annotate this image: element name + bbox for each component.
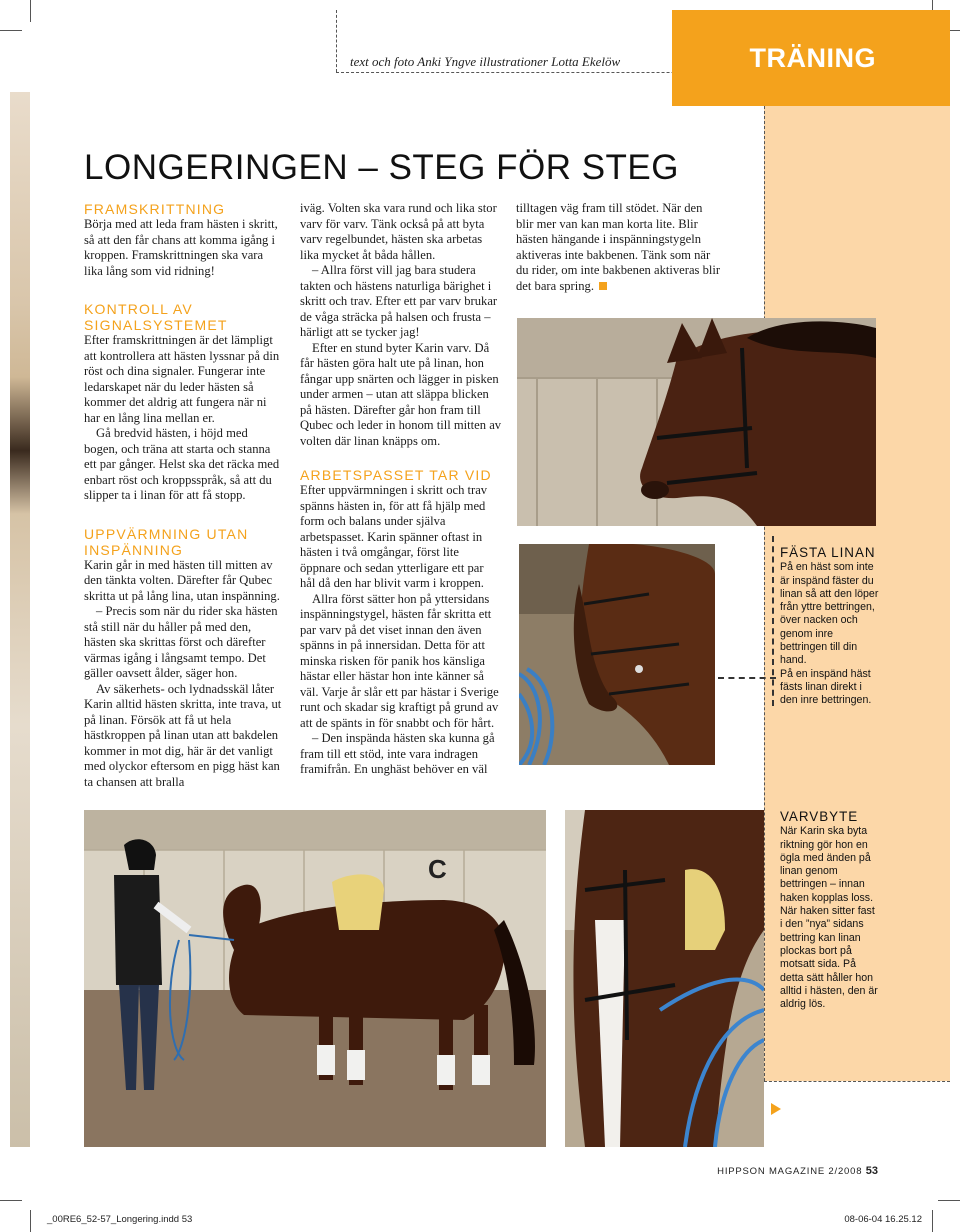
sidebar-box-fasta-linan	[780, 546, 880, 708]
photo-line-bit-ring	[565, 810, 764, 1147]
section-tag-label: TRÄNING	[749, 43, 876, 73]
crop-mark	[0, 1200, 22, 1201]
subheading-arbetspasset: ARBETSPASSET TAR VID	[300, 467, 492, 483]
left-edge-photo-strip	[10, 92, 30, 1147]
text-column-3	[516, 201, 722, 294]
subheading-framskrittning: FRAMSKRITTNING	[84, 201, 226, 217]
subheading-uppvarmning: UPPVÄRMNING UTAN INSPÄNNING	[84, 525, 249, 558]
crop-mark	[0, 30, 22, 31]
paragraph: Efter framskrittningen är det lämpligt att kontrollera att hästen lyssnar på din röst och dina signaler. Fungerar inte ledarskapet när du leder hästen så kommer det aldrig att fungera när ni har en lång lina mellan er.	[84, 333, 280, 425]
byline: text och foto Anki Yngve illustrationer Lotta Ekelöw	[350, 54, 621, 69]
paragraph: Efter uppvärmningen i skritt och trav spänns hästen in, för att få hjälp med form och balans under själva arbetspasset. Karin spänner oftast in hästen i två omgångar, först lite öppnare och sedan ytterligare ett par hål då den har blivit varm i kroppen.	[300, 483, 488, 590]
crop-mark	[30, 0, 31, 22]
sidebar-box-varvbyte	[780, 810, 880, 1011]
print-slug-file: _00RE6_52-57_Longering.indd 53	[47, 1214, 193, 1225]
sidebar-box-title: FÄSTA LINAN	[780, 545, 876, 560]
sidebar-guide-line	[764, 1081, 950, 1082]
paragraph: – Den inspända hästen ska kunna gå fram till ett stöd, inte vara indragen framifrån. En unghäst behöver en väl	[300, 731, 495, 776]
page-footer	[717, 1165, 878, 1177]
page-number: 53	[865, 1165, 878, 1177]
article-title: LONGERINGEN – STEG FÖR STEG	[84, 148, 679, 187]
crop-mark	[30, 1210, 31, 1232]
photo-bridle-closeup	[519, 544, 715, 765]
crop-mark	[932, 1210, 933, 1232]
sidebar-box-text: På en inspänd häst fästs linan direkt i den inre bettringen.	[780, 667, 872, 707]
paragraph: Allra först sätter hon på yttersidans inspänningstygel, hästen får skritta ett par varv på det viset innan den även spänns in på innersidan. Detta för att minska risken för panik hos känsliga hästar eller hästar hon inte känner så väl. Varje år slår ett par hästar i Sverige runt och skadar sig kraftigt på grund av att de spänts in för snabbt och för hårt.	[300, 591, 499, 730]
magazine-name: HIPPSON MAGAZINE 2/2008	[717, 1166, 863, 1177]
subheading-kontroll: KONTROLL AV SIGNALSYSTEMET	[84, 301, 228, 333]
sidebar-box-text: På en häst som inte är inspänd fäster du linan så att den löper från yttre bettringen, över nacken och genom inre bettringen till din hand.	[780, 561, 879, 667]
continue-arrow-icon	[771, 1103, 781, 1115]
paragraph: – Precis som när du rider ska hästen stå still när du håller på med den, hästen ska skrittas först och därefter värmas igång i långsamt tempo. Det gäller oavsett ålder, säger hon.	[84, 604, 278, 680]
text-column-1	[84, 201, 284, 790]
end-mark	[599, 282, 607, 290]
header-guide-line	[336, 10, 337, 72]
sidebar-guide-line	[764, 106, 765, 1081]
paragraph: iväg. Volten ska vara rund och lika stor varv för varv. Tänk också på att byta varv regelbundet, hästen ska arbetas lika mycket åt båda hållen.	[300, 201, 497, 262]
text-column-2	[300, 201, 502, 778]
paragraph: Gå bredvid hästen, i höjd med bogen, och träna att starta och stanna ett par gånger. Helst ska det räcka med enbart röst och kroppsspråk, så att du slipper ta i linan för att få stopp.	[84, 426, 280, 502]
photo-horse-head	[517, 318, 876, 526]
sidebar-box-guide	[772, 536, 774, 706]
paragraph: Karin går in med hästen till mitten av den tänkta volten. Därefter får Qubec skritta ut på lång lina, utan inspänning.	[84, 557, 280, 603]
paragraph: Av säkerhets- och lydnadsskäl låter Karin alltid hästen skritta, inte trava, ut på linan. Försök att få ut hela hästkroppen på linan utan att bakdelen kommer in mot dig, här är det vanligt med olyckor eftersom en pigg häst kan ta chansen att bralla	[84, 681, 282, 789]
paragraph: Efter en stund byter Karin varv. Då får hästen göra halt ute på linan, hon fångar upp snärten och lägger in pisken under armen – utan att släppa blicken på hästen. Därefter går hon fram till Qubec och leder in honom till mitten av volten där linan knäpps om.	[300, 340, 502, 448]
sidebar-box-text: När Karin ska byta riktning gör hon en ögla med änden på linan genom bettringen – innan haken kopplas loss. När haken sitter fast i den ”nya” sidans bettring kan linan plockas bort på motsatt sida. På detta sätt håller hon alltid i hästen, den är aldrig lös.	[780, 825, 878, 1011]
paragraph: Börja med att leda fram hästen i skritt, så att den får chans att komma igång i kroppen. Framskrittningen ska vara lika lång som vid ridning!	[84, 217, 278, 278]
caption-leader-line	[718, 677, 776, 679]
section-tag	[672, 10, 950, 106]
paragraph: tilltagen väg fram till stödet. När den blir mer van kan man korta lite. Blir hästen hängande i inspänningstygeln aktiveras inte bakbenen. Tänk som när du rider, om inte bakbenen aktiveras blir det bara spring.	[516, 201, 721, 293]
arena-letter: C	[428, 854, 447, 884]
print-slug-time: 08-06-04 16.25.12	[844, 1214, 922, 1225]
photo-lunging-arena	[84, 810, 546, 1147]
sidebar-box-title: VARVBYTE	[780, 809, 859, 824]
paragraph: – Allra först vill jag bara studera takten och hästens naturliga bärighet i skritt och trav. Efter ett par varv brukar de våga sträcka på halsen och frusta – härligt att se tycker jag!	[300, 263, 498, 339]
crop-mark	[938, 1200, 960, 1201]
